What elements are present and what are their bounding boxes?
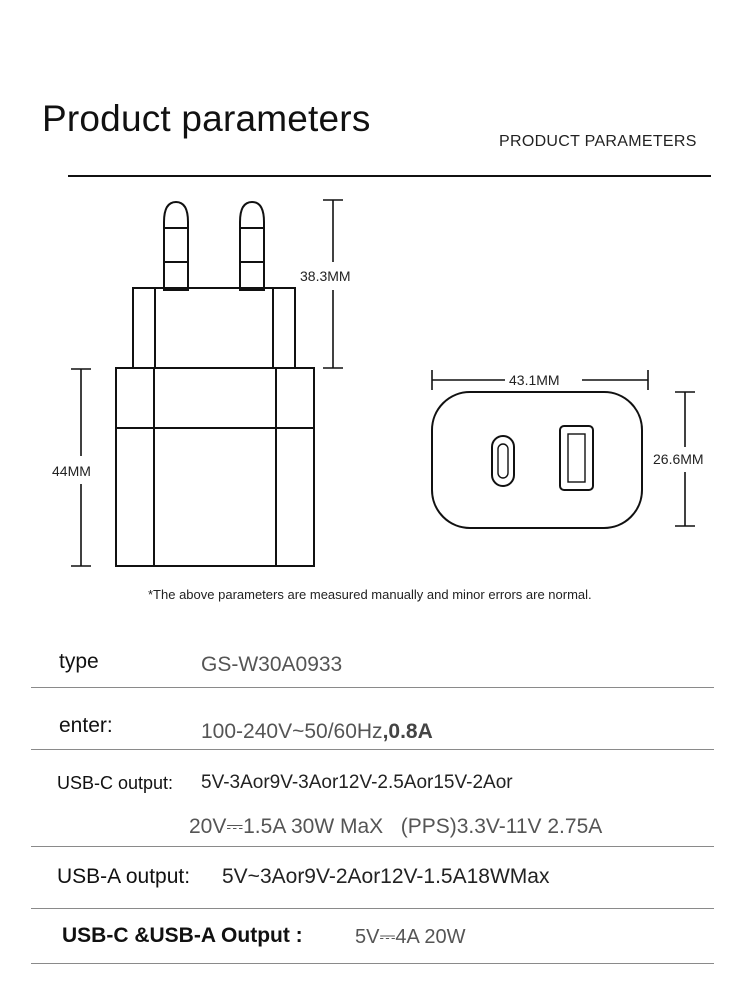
combined-output-value: 5V⎓4A 20W [355, 926, 466, 948]
page-subtitle: PRODUCT PARAMETERS [499, 133, 697, 150]
type-value: GS-W30A0933 [201, 653, 343, 676]
usb-a-label: USB-A output: [57, 865, 191, 888]
title-divider [68, 175, 711, 177]
charger-body [116, 368, 314, 566]
width-label: 43.1MM [509, 372, 560, 388]
page-title: Product parameters [42, 98, 371, 139]
charger-face [432, 392, 642, 528]
usb-c-value-line1: 5V-3Aor9V-3Aor12V-2.5Aor15V-2Aor [201, 772, 513, 793]
enter-value-main: 100-240V~50/60Hz [201, 720, 383, 743]
row-divider [31, 846, 714, 847]
usb-a-value: 5V~3Aor9V-2Aor12V-1.5A18WMax [222, 865, 550, 888]
type-label: type [59, 650, 99, 673]
measurement-note: *The above parameters are measured manually and minor errors are normal. [148, 587, 592, 602]
usb-a-port [560, 426, 593, 490]
usb-c-label: USB-C output: [57, 773, 174, 793]
body-height-label: 44MM [52, 463, 91, 479]
row-divider [31, 749, 714, 750]
enter-value-current: ,0.8A [382, 720, 433, 743]
pin-height-dimension [323, 200, 343, 368]
depth-label: 26.6MM [653, 451, 704, 467]
row-divider [31, 687, 714, 688]
row-divider [31, 908, 714, 909]
left-pin [164, 202, 188, 290]
enter-label: enter: [59, 714, 113, 737]
enter-value [201, 720, 433, 744]
usb-c-port [492, 436, 514, 486]
row-divider [31, 963, 714, 964]
pin-height-label: 38.3MM [300, 268, 351, 284]
usb-c-value-line2: 20V⎓1.5A 30W MaX (PPS)3.3V-11V 2.75A [189, 815, 603, 838]
combined-output-label: USB-C &USB-A Output : [62, 924, 303, 947]
right-pin [240, 202, 264, 290]
pin-base [133, 288, 295, 368]
